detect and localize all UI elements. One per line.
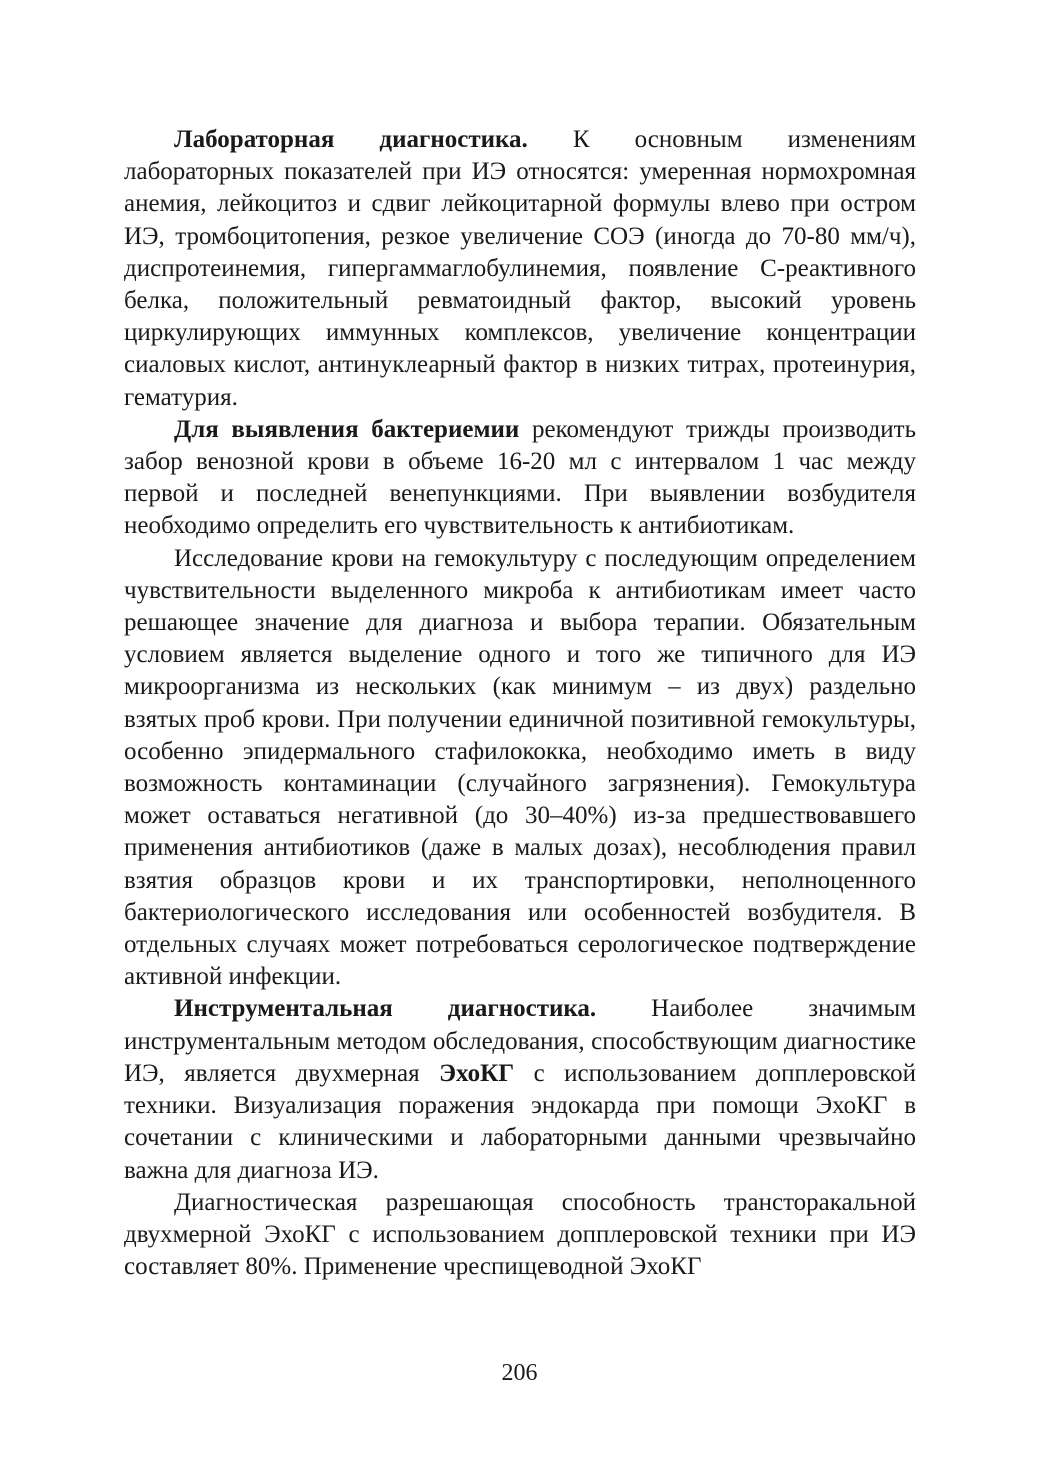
paragraph-text: К основным изменениям лабораторных показателей при ИЭ относятся: умеренная нормохромная анемия, лейкоцитоз и сдвиг лейкоцитарной формулы влево при остром ИЭ, тромбоцитопения, резкое увеличение СОЭ (иногда до 70-80 мм/ч), диспротеинемия, гипергаммаглобулинемия, появление С-реактивного белка, положительный ревматоидный фактор, высокий уровень циркулирующих иммунных комплексов, увеличение концентрации сиаловых кислот, антинуклеарный фактор в низких титрах, протеинурия, гематурия. [124, 126, 916, 411]
paragraph-diagnostic-resolution [124, 1187, 916, 1284]
paragraph-blood-culture [124, 543, 916, 994]
paragraph-text: рекомендуют трижды производить забор венозной крови в объеме 16-20 мл с интервалом 1 час между первой и последней венепункциями. При выявлении возбудителя необходимо определить его чувствительность к антибиотикам. [124, 415, 917, 540]
paragraph-instrumental-diagnostics [124, 993, 916, 1186]
heading-laboratory-diagnostics: Лабораторная диагностика. [174, 126, 528, 153]
page-number: 206 [501, 1360, 538, 1386]
paragraph-bacteremia-detection [124, 414, 916, 543]
paragraph-text-continued: с использованием допплеровской техники. Визуализация поражения эндокарда при помощи ЭхоКГ в сочетании с клиническими и лабораторными данными чрезвычайно важна для диагноза ИЭ. [124, 1059, 916, 1184]
paragraph-text: Диагностическая разрешающая способность трансторакальной двухмерной ЭхоКГ с использованием допплеровской техники при ИЭ составляет 80%. Применение чреспищеводной ЭхоКГ [124, 1188, 916, 1281]
heading-bacteremia-detection: Для выявления бактериемии [174, 415, 520, 443]
paragraph-laboratory-diagnostics [124, 124, 916, 414]
paragraph-text: Исследование крови на гемокультуру с последующим определением чувствительности выделенного микроба к антибиотикам имеет часто решающее значение для диагноза и выбора терапии. Обязательным условием является выделение одного и того же типичного для ИЭ микроорганизма из нескольких (как минимум – из двух) раздельно взятых проб крови. При получении единичной позитивной гемокультуры, особенно эпидермального стафилококка, необходимо иметь в виду возможность контаминации (случайного загрязнения). Гемокультура может оставаться негативной (до 30–40%) из-за предшествовавшего применения антибиотиков (даже в малых дозах), несоблюдения правил взятия образцов крови и их транспортировки, неполноценного бактериологического исследования или особенностей возбудителя. В отдельных случаях может потребоваться серологическое подтверждение активной инфекции. [124, 544, 916, 991]
heading-instrumental-diagnostics: Инструментальная диагностика. [174, 995, 597, 1023]
body-text [124, 124, 916, 1283]
term-echocardiography: ЭхоКГ [439, 1059, 515, 1087]
paragraph-text: Наиболее значимым инструментальным методом обследования, способствующим диагностике ИЭ, является двухмерная [124, 995, 916, 1087]
